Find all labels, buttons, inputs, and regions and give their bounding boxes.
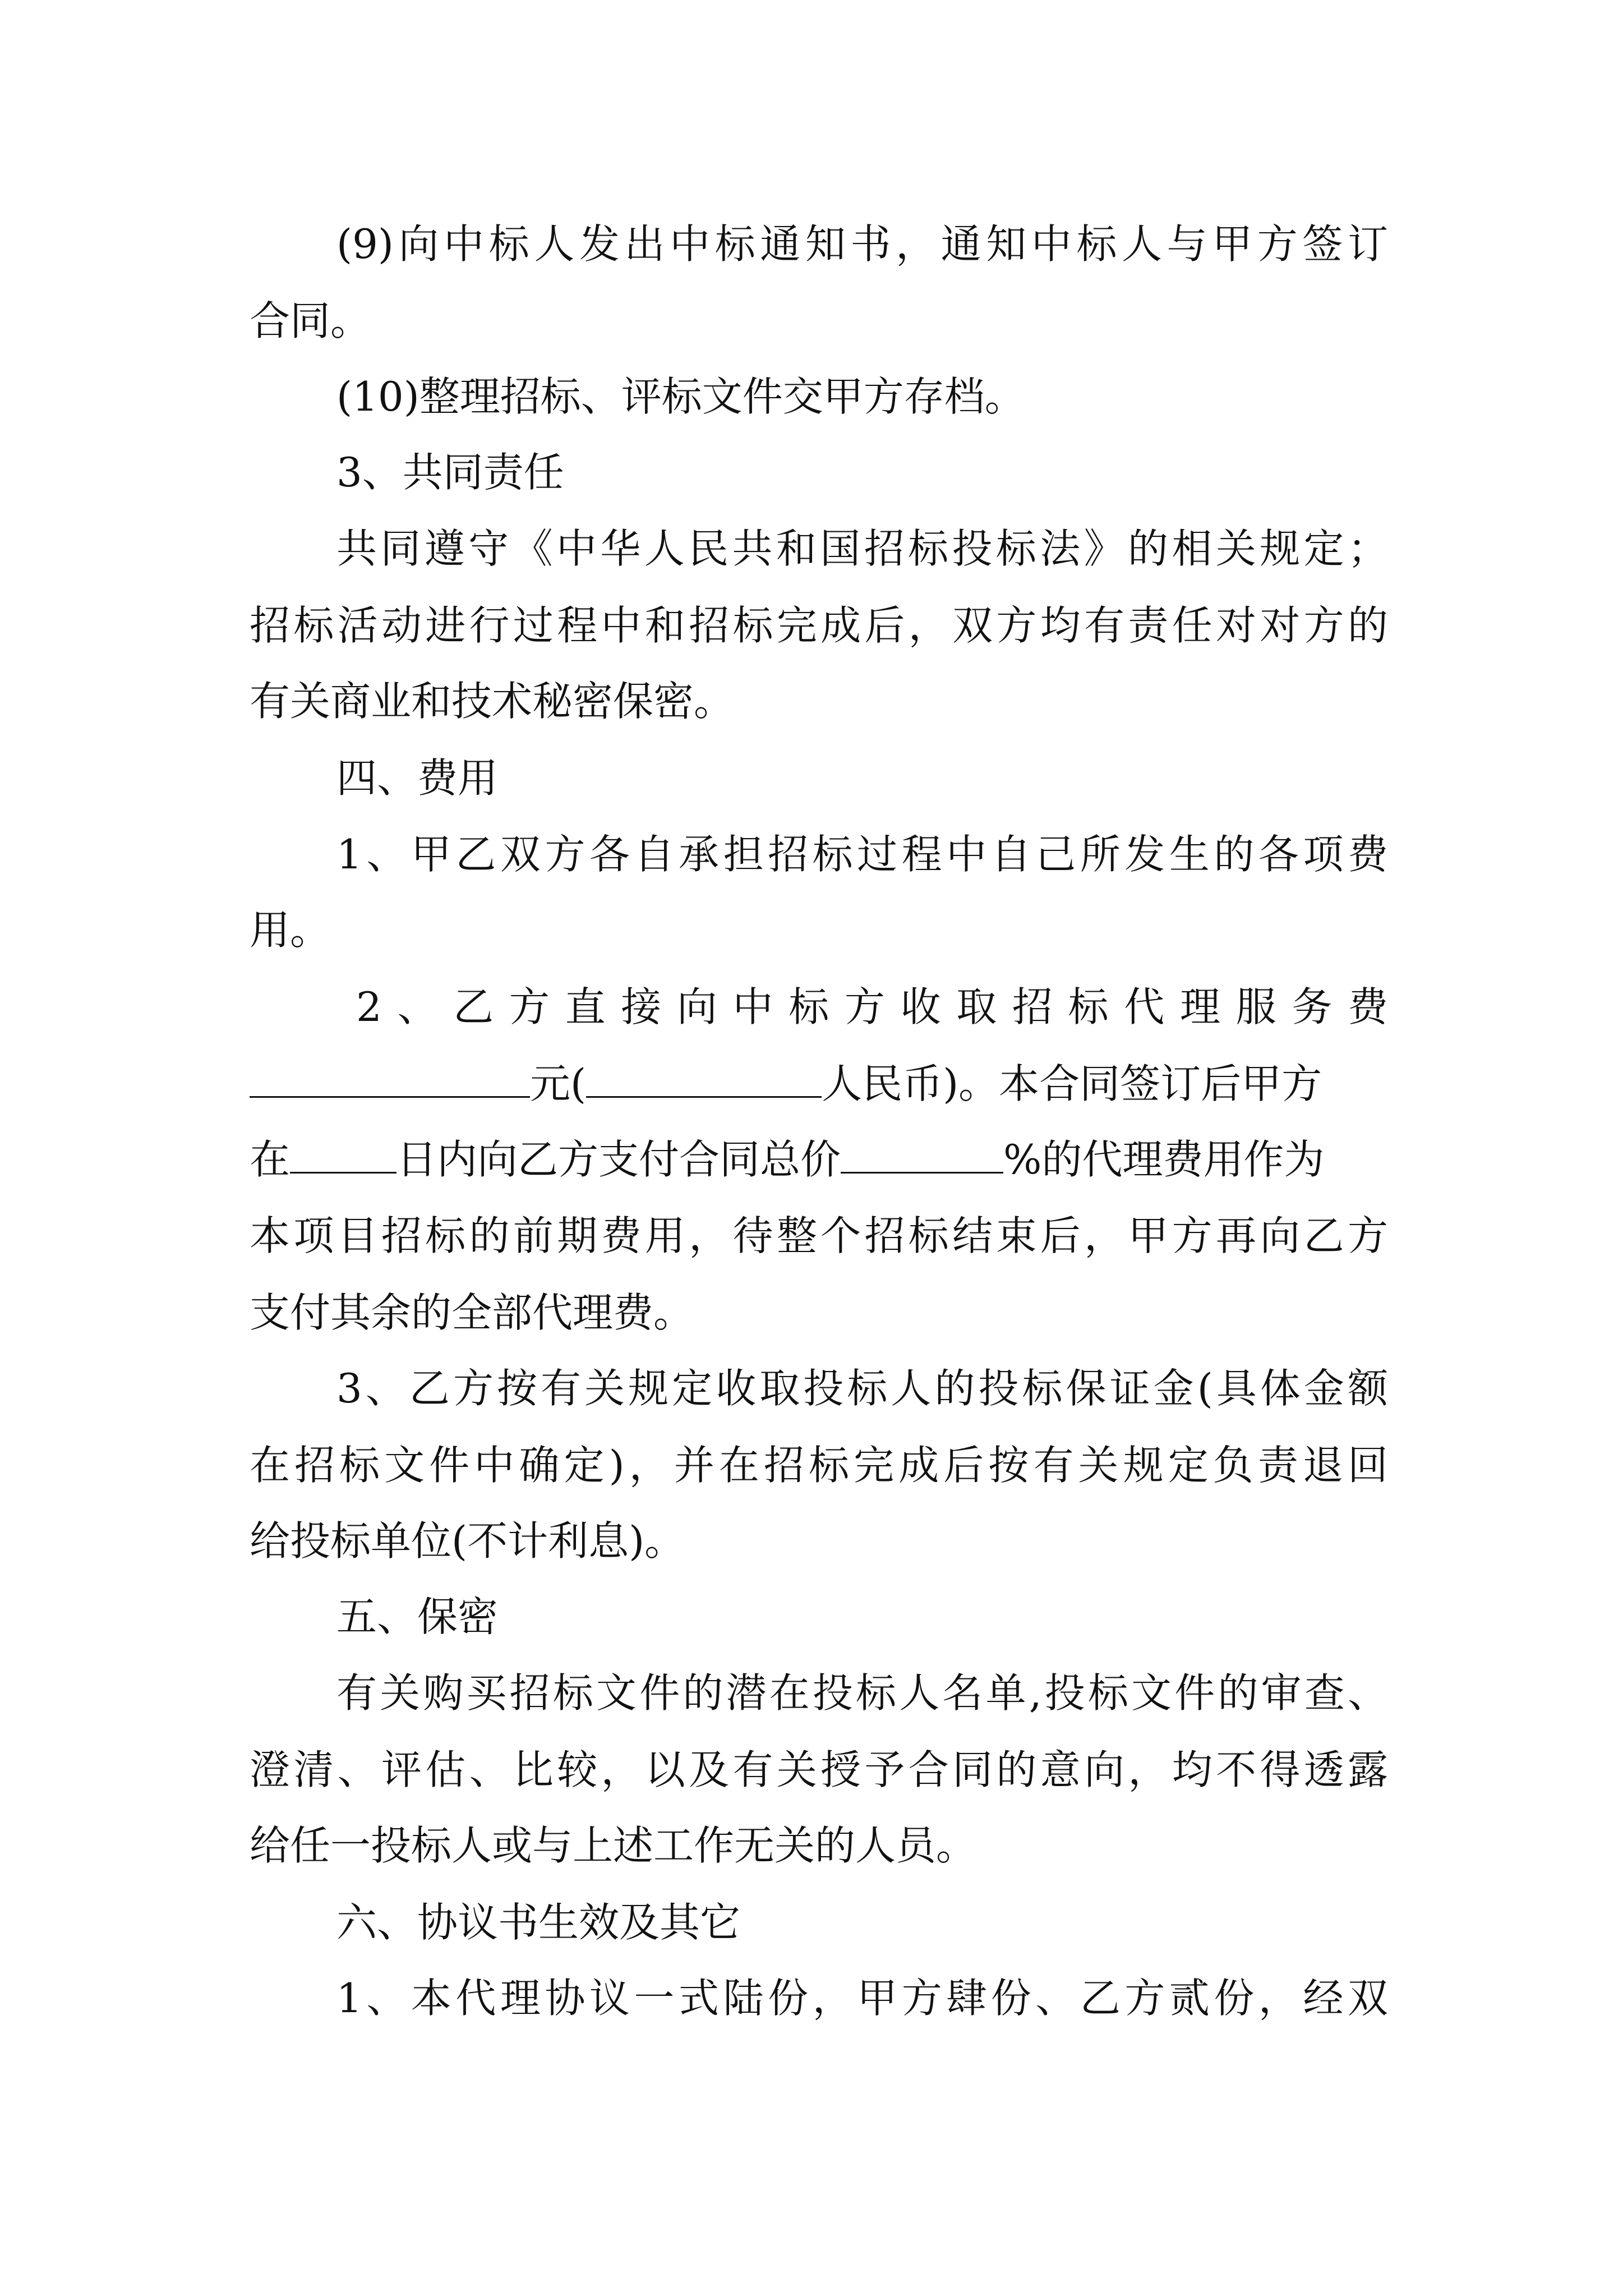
paragraph-line: 有关商业和技术秘密保密。 bbox=[250, 678, 735, 725]
fill-in-blank bbox=[841, 1133, 1003, 1174]
text-run: %的代理费用作为 bbox=[1003, 1136, 1325, 1183]
section-heading: 3、共同责任 bbox=[336, 449, 564, 496]
fill-in-blank bbox=[290, 1133, 396, 1174]
paragraph-line: 本项目招标的前期费用，待整个招标结束后，甲方再向乙方 bbox=[250, 1212, 1388, 1259]
text-run: 人民币)。本合同签订后甲方 bbox=[822, 1060, 1322, 1107]
paragraph-line: 给任一投标人或与上述工作无关的人员。 bbox=[250, 1822, 977, 1869]
paragraph-line: 共同遵守《中华人民共和国招标投标法》的相关规定； bbox=[336, 525, 1388, 572]
text-run: 日内向乙方支付合同总价 bbox=[396, 1136, 841, 1183]
paragraph-line bbox=[250, 1056, 1388, 1112]
fill-in-blank bbox=[586, 1057, 822, 1098]
section-heading: 六、协议书生效及其它 bbox=[336, 1899, 741, 1946]
paragraph-line: 1、本代理协议一式陆份，甲方肆份、乙方贰份，经双 bbox=[336, 1975, 1388, 2022]
paragraph-line: 招标活动进行过程中和招标完成后，双方均有责任对对方的 bbox=[250, 602, 1388, 649]
paragraph-line: 1、甲乙双方各自承担招标过程中自己所发生的各项费 bbox=[336, 831, 1388, 878]
paragraph-line: 有关购买招标文件的潜在投标人名单,投标文件的审查、 bbox=[336, 1669, 1388, 1717]
paragraph-line: 3、乙方按有关规定收取投标人的投标保证金(具体金额 bbox=[336, 1365, 1388, 1412]
paragraph-line: 用。 bbox=[250, 907, 331, 954]
paragraph-line bbox=[250, 1131, 1388, 1188]
section-heading: 五、保密 bbox=[336, 1593, 499, 1640]
paragraph-line: 支付其余的全部代理费。 bbox=[250, 1289, 694, 1336]
section-heading: 四、费用 bbox=[336, 754, 499, 802]
fill-in-blank bbox=[250, 1057, 530, 1098]
paragraph-line: 澄清、评估、比较，以及有关授予合同的意向，均不得透露 bbox=[250, 1746, 1388, 1793]
paragraph-line: (9)向中标人发出中标通知书，通知中标人与甲方签订 bbox=[336, 220, 1388, 268]
paragraph-line: 在招标文件中确定)，并在招标完成后按有关规定负责退回 bbox=[250, 1442, 1388, 1489]
paragraph-line: 2、乙方直接向中标方收取招标代理服务费 bbox=[356, 983, 1388, 1030]
paragraph-line: 给投标单位(不计利息)。 bbox=[250, 1517, 685, 1565]
text-run: 在 bbox=[250, 1136, 291, 1183]
paragraph-line: 合同。 bbox=[250, 297, 371, 344]
paragraph-line: (10)整理招标、评标文件交甲方存档。 bbox=[336, 373, 1025, 420]
text-run: 元( bbox=[530, 1060, 587, 1107]
